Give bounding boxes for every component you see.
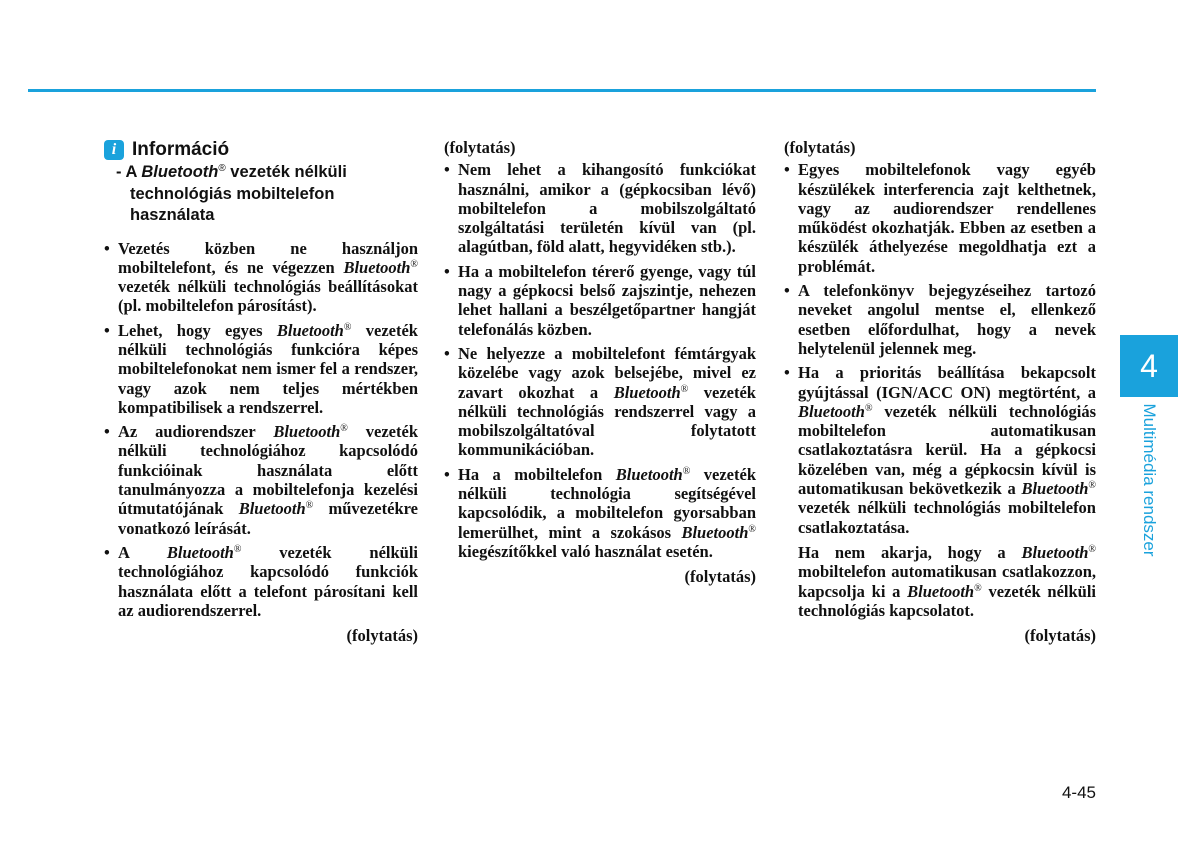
- header-rule: [28, 89, 1096, 92]
- page-number: 4-45: [1061, 783, 1096, 802]
- bullet-list: [444, 160, 756, 561]
- bullet-list: [104, 239, 418, 621]
- continued-footer: (folytatás): [1024, 626, 1096, 646]
- info-icon: i: [104, 140, 124, 160]
- list-item: • Ne helyezze a mobiltelefont fémtárgyak közelébe vagy azok belsejébe, mivel ez zavart okozhat a Bluetooth® vezeték nélküli technológiás rendszerrel vagy a mobilszolgáltatóval folytatott kommunikációban.: [444, 344, 756, 460]
- chapter-number: 4: [1140, 347, 1158, 384]
- continued-header: (folytatás): [444, 138, 516, 157]
- list-item: • A telefonkönyv bejegyzéseihez tartozó neveket angolul mentse el, ellenkező esetben előfordulhat, hogy a nevek helytelenül jelennek meg.: [784, 281, 1096, 358]
- column-1: [104, 140, 418, 645]
- chapter-tab: [1120, 335, 1178, 397]
- list-item: • Az audiorendszer Bluetooth® vezeték nélküli technológiához kapcsolódó funkcióinak használata előtt tanulmányozza a mobiltelefonja kezelési útmutatójának Bluetooth® művezetékre vonatkozó leírását.: [104, 422, 418, 538]
- list-item: • Egyes mobiltelefonok vagy egyéb készülékek interferencia zajt kelthetnek, vagy az audiorendszer rendellenes működést okozhatják. Ebben az esetben a készülék áthelyezése megoldhatja ezt a problémát.: [784, 160, 1096, 276]
- info-title: Információ: [132, 139, 230, 161]
- list-item: • A Bluetooth® vezeték nélküli technológiához kapcsolódó funkciók használata előtt a telefont párosítani kell az audiorendszerrel.: [104, 543, 418, 620]
- list-item: • Ha a mobiltelefon Bluetooth® vezeték nélküli technológia segítségével kapcsolódik, a mobiltelefon gyorsabban lemerülhet, mint a szokásos Bluetooth® kiegészítőkkel való használat esetén.: [444, 465, 756, 561]
- continued-header: (folytatás): [784, 138, 856, 157]
- paragraph: Ha nem akarja, hogy a Bluetooth® mobiltelefon automatikusan csatlakozzon, kapcsolja ki a Bluetooth® vezeték nélküli technológiás kapcsolatot.: [798, 542, 1096, 620]
- info-subtitle: - A Bluetooth® vezeték nélküli technológiás mobiltelefon használata: [116, 163, 347, 224]
- column-3: [784, 138, 1096, 645]
- continued-footer: (folytatás): [346, 626, 418, 646]
- chapter-label: Multimédia rendszer: [1140, 403, 1159, 557]
- list-item: • Vezetés közben ne használjon mobiltelefont, és ne végezzen Bluetooth® vezeték nélküli technológiás beállításokat (pl. mobiltelefon párosítást).: [104, 239, 418, 316]
- column-2: [444, 138, 756, 587]
- info-heading: [104, 140, 418, 160]
- list-item: • Ha a mobiltelefon térerő gyenge, vagy túl nagy a gépkocsi belső zajszintje, nehezen lehet hallani a beszélgetőpartner hangját telefonálás közben.: [444, 262, 756, 339]
- list-item: • Ha a prioritás beállítása bekapcsolt gyújtással (IGN/ACC ON) megtörtént, a Bluetooth® vezeték nélküli technológiás mobiltelefon automatikusan csatlakoztatásra kerül. Ha a gépkocsi közelében van, még a gépkocsin kívül is automatikusan bekövetkezik a Bluetooth® vezeték nélküli technológiás mobiltelefon csatlakoztatása.: [784, 363, 1096, 537]
- list-item: • Nem lehet a kihangosító funkciókat használni, amikor a (gépkocsiban lévő) mobiltelefon a mobilszolgáltató szolgáltatási területén kívül van (pl. alagútban, föld alatt, hegyvidéken stb.).: [444, 160, 756, 256]
- bullet-list: [784, 160, 1096, 537]
- list-item: • Lehet, hogy egyes Bluetooth® vezeték nélküli technológiás funkcióra képes mobiltelefonokat nem ismer fel a rendszer, vagy azok nem teljes mértékben kompatibilisek a rendszerrel.: [104, 321, 418, 417]
- continued-footer: (folytatás): [684, 567, 756, 587]
